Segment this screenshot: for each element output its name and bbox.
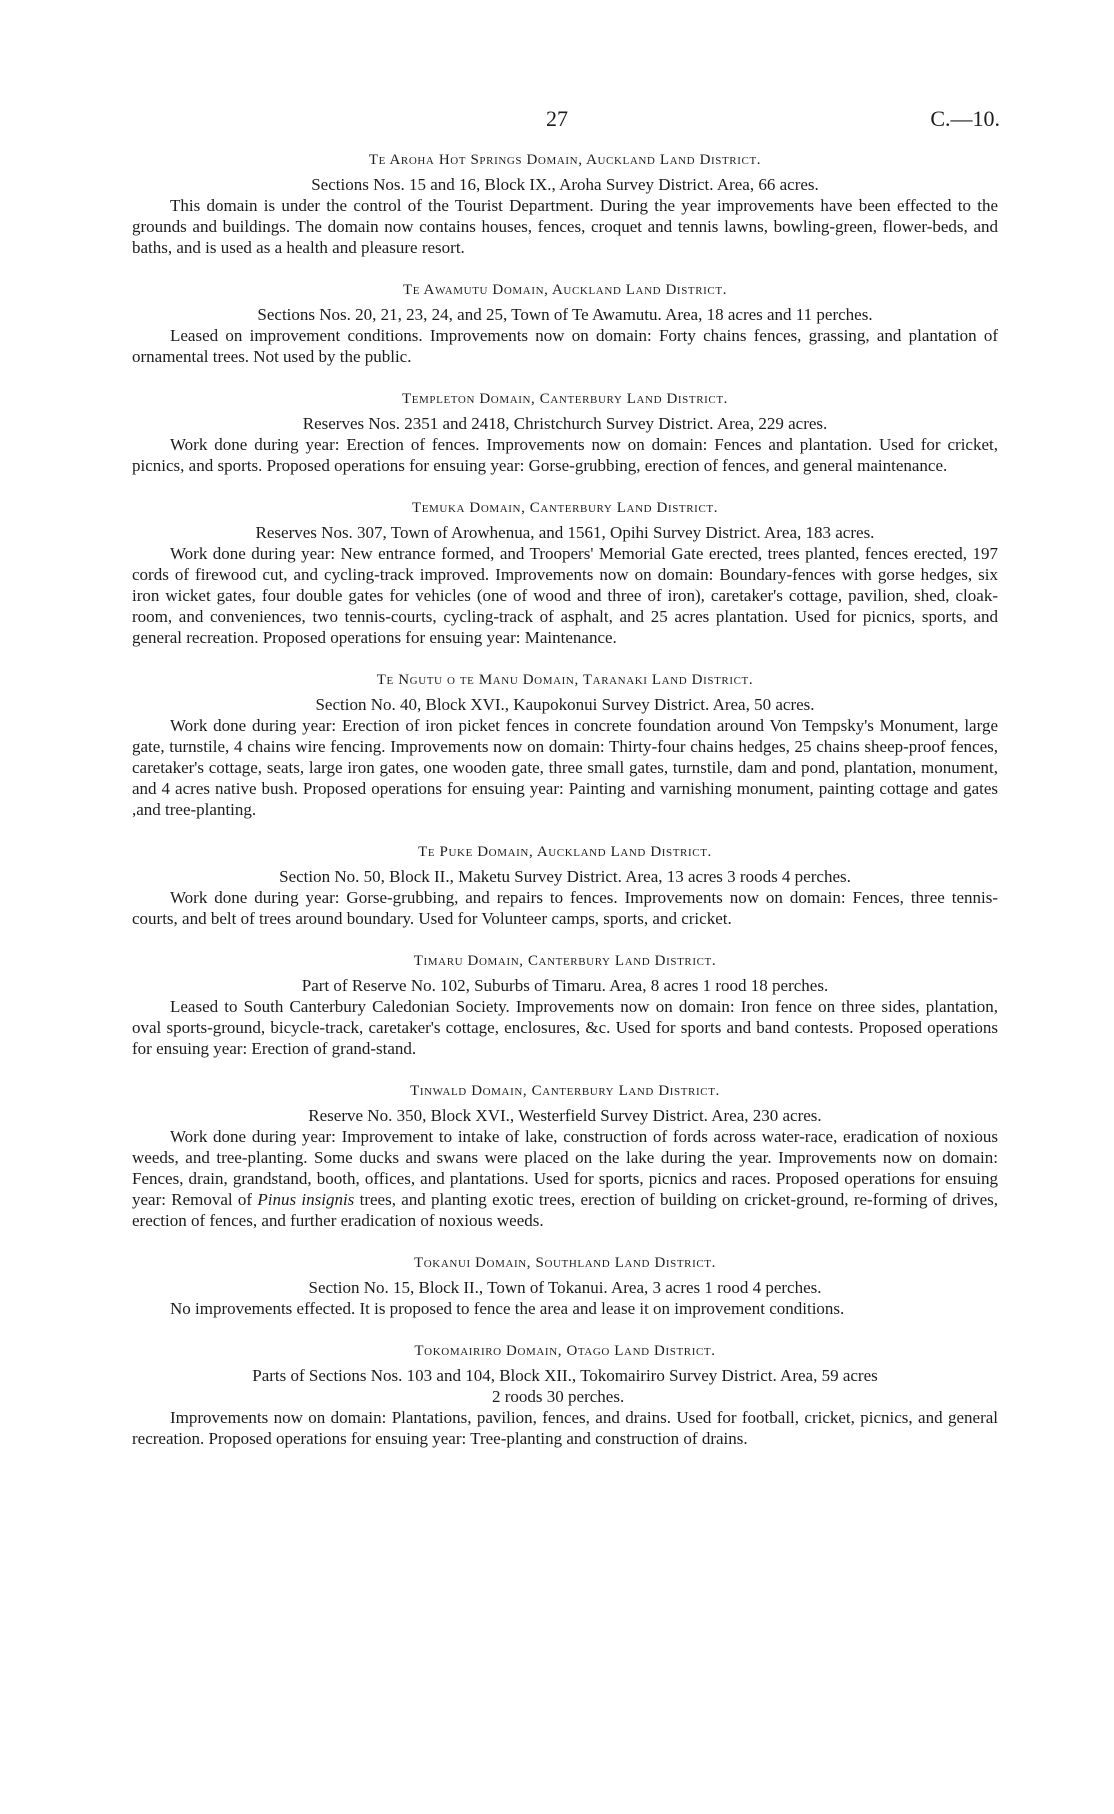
section-text xyxy=(132,1126,998,1231)
section-heading: Te Ngutu o te Manu Domain, Taranaki Land District. xyxy=(376,672,754,688)
section-summary: Part of Reserve No. 102, Suburbs of Timaru. Area, 8 acres 1 rood 18 perches. xyxy=(301,976,829,995)
section-heading: Te Awamutu Domain, Auckland Land District. xyxy=(402,282,728,298)
section-heading: Tokanui Domain, Southland Land District. xyxy=(414,1255,716,1271)
text-part: Work done during year: Improvement to intake of lake, construction of fords across water-race, eradication of noxious weeds, and tree-planting. Some ducks and swans were placed on the lake during the year. Improvements now on domain: Fences, drain, grandstand, booth, offices, and plantations. Used for sports, picnics and races. Proposed operations for ensuing year: Removal of xyxy=(132,1127,998,1209)
section-heading: Timaru Domain, Canterbury Land District. xyxy=(413,953,717,969)
section-text: Work done during year: Erection of fences. Improvements now on domain: Fences and plantation. Used for cricket, picnics, and sports. Proposed operations for ensuing year: Gorse-grubbing, erection of fences, and general maintenance. xyxy=(132,435,998,475)
section-summary: Sections Nos. 15 and 16, Block IX., Aroha Survey District. Area, 66 acres. xyxy=(311,175,819,194)
domain-section xyxy=(132,672,998,820)
page-number: 27 xyxy=(546,106,568,131)
section-summary: Reserve No. 350, Block XVI., Westerfield Survey District. Area, 230 acres. xyxy=(308,1106,822,1125)
section-heading: Te Aroha Hot Springs Domain, Auckland Land District. xyxy=(368,152,762,168)
section-text: Work done during year: Erection of iron picket fences in concrete foundation around Von Tempsky's Monument, large gate, turnstile, 4 chains wire fencing. Improvements now on domain: Thirty-four chains hedges, 25 chains sheep-proof fences, caretaker's cottage, seats, large iron gates, one wooden gate, three small gates, turnstile, dam and pond, plantation, monument, and 4 acres native bush. Proposed operations for ensuing year: Painting and varnishing monument, painting cottage and gates ,and tree-planting. xyxy=(132,716,998,819)
species-name: Pinus insignis xyxy=(257,1190,355,1209)
section-text: Work done during year: Gorse-grubbing, and repairs to fences. Improvements now on domain: Fences, three tennis-courts, and belt of trees around boundary. Used for Volunteer camps, sports, and cricket. xyxy=(132,888,998,928)
section-heading: Tinwald Domain, Canterbury Land District. xyxy=(410,1083,720,1099)
section-summary: Reserves Nos. 307, Town of Arowhenua, and 1561, Opihi Survey District. Area, 183 acres. xyxy=(255,523,875,542)
section-text: Improvements now on domain: Plantations, pavilion, fences, and drains. Used for football, cricket, picnics, and general recreation. Proposed operations for ensuing year: Tree-planting and construction of drains. xyxy=(132,1408,998,1448)
section-text: Work done during year: New entrance formed, and Troopers' Memorial Gate erected, trees planted, fences erected, 197 cords of firewood cut, and cycling-track improved. Improvements now on domain: Boundary-fences with gorse hedges, six iron wicket gates, four double gates for vehicles (one of wood and three of iron), caretaker's cottage, pavilion, shed, cloak-room, and conveniences, two tennis-courts, cycling-track of asphalt, and 25 acres plantation. Used for picnics, sports, and general recreation. Proposed operations for ensuing year: Maintenance. xyxy=(132,544,998,647)
text-part: trees, and planting exotic trees, erection of building on cricket-ground, re-forming of drives, erection of fences, and further eradication of noxious weeds. xyxy=(132,1190,999,1230)
section-heading: Te Puke Domain, Auckland Land District. xyxy=(418,844,712,860)
document-body xyxy=(132,152,998,1473)
section-summary: Section No. 40, Block XVI., Kaupokonui Survey District. Area, 50 acres. xyxy=(315,695,815,714)
domain-section xyxy=(132,1343,998,1449)
section-text: No improvements effected. It is proposed to fence the area and lease it on improvement conditions. xyxy=(170,1299,845,1318)
section-summary: Sections Nos. 20, 21, 23, 24, and 25, Town of Te Awamutu. Area, 18 acres and 11 perches. xyxy=(257,305,873,324)
section-text: This domain is under the control of the Tourist Department. During the year improvements have been effected to the grounds and buildings. The domain now contains houses, fences, croquet and tennis lawns, bowling-green, flower-beds, and baths, and is used as a health and pleasure resort. xyxy=(132,196,998,257)
document-reference: C.—10. xyxy=(930,106,1000,131)
section-text: Leased to South Canterbury Caledonian Society. Improvements now on domain: Iron fence on three sides, plantation, oval sports-ground, bicycle-track, caretaker's cottage, enclosures, &c. Used for sports and band contests. Proposed operations for ensuing year: Erection of grand-stand. xyxy=(132,997,998,1058)
section-heading: Tokomairiro Domain, Otago Land District. xyxy=(414,1343,716,1359)
section-heading: Templeton Domain, Canterbury Land District. xyxy=(401,391,729,407)
section-heading: Temuka Domain, Canterbury Land District. xyxy=(411,500,719,516)
section-summary: Section No. 15, Block II., Town of Tokanui. Area, 3 acres 1 rood 4 perches. xyxy=(308,1278,822,1297)
domain-section xyxy=(132,152,998,258)
domain-section xyxy=(132,282,998,367)
domain-section xyxy=(132,391,998,476)
domain-section xyxy=(132,500,998,648)
section-summary: Section No. 50, Block II., Maketu Survey District. Area, 13 acres 3 roods 4 perches. xyxy=(279,867,851,886)
domain-section xyxy=(132,844,998,929)
domain-section xyxy=(132,1083,998,1231)
section-summary: Reserves Nos. 2351 and 2418, Christchurch Survey District. Area, 229 acres. xyxy=(302,414,828,433)
section-text: Leased on improvement conditions. Improvements now on domain: Forty chains fences, grassing, and plantation of ornamental trees. Not used by the public. xyxy=(132,326,998,366)
domain-section xyxy=(132,1255,998,1319)
section-summary-continued: 2 roods 30 perches. xyxy=(492,1387,625,1406)
domain-section xyxy=(132,953,998,1059)
section-summary: Parts of Sections Nos. 103 and 104, Block XII., Tokomairiro Survey District. Area, 59 acres xyxy=(252,1366,878,1385)
